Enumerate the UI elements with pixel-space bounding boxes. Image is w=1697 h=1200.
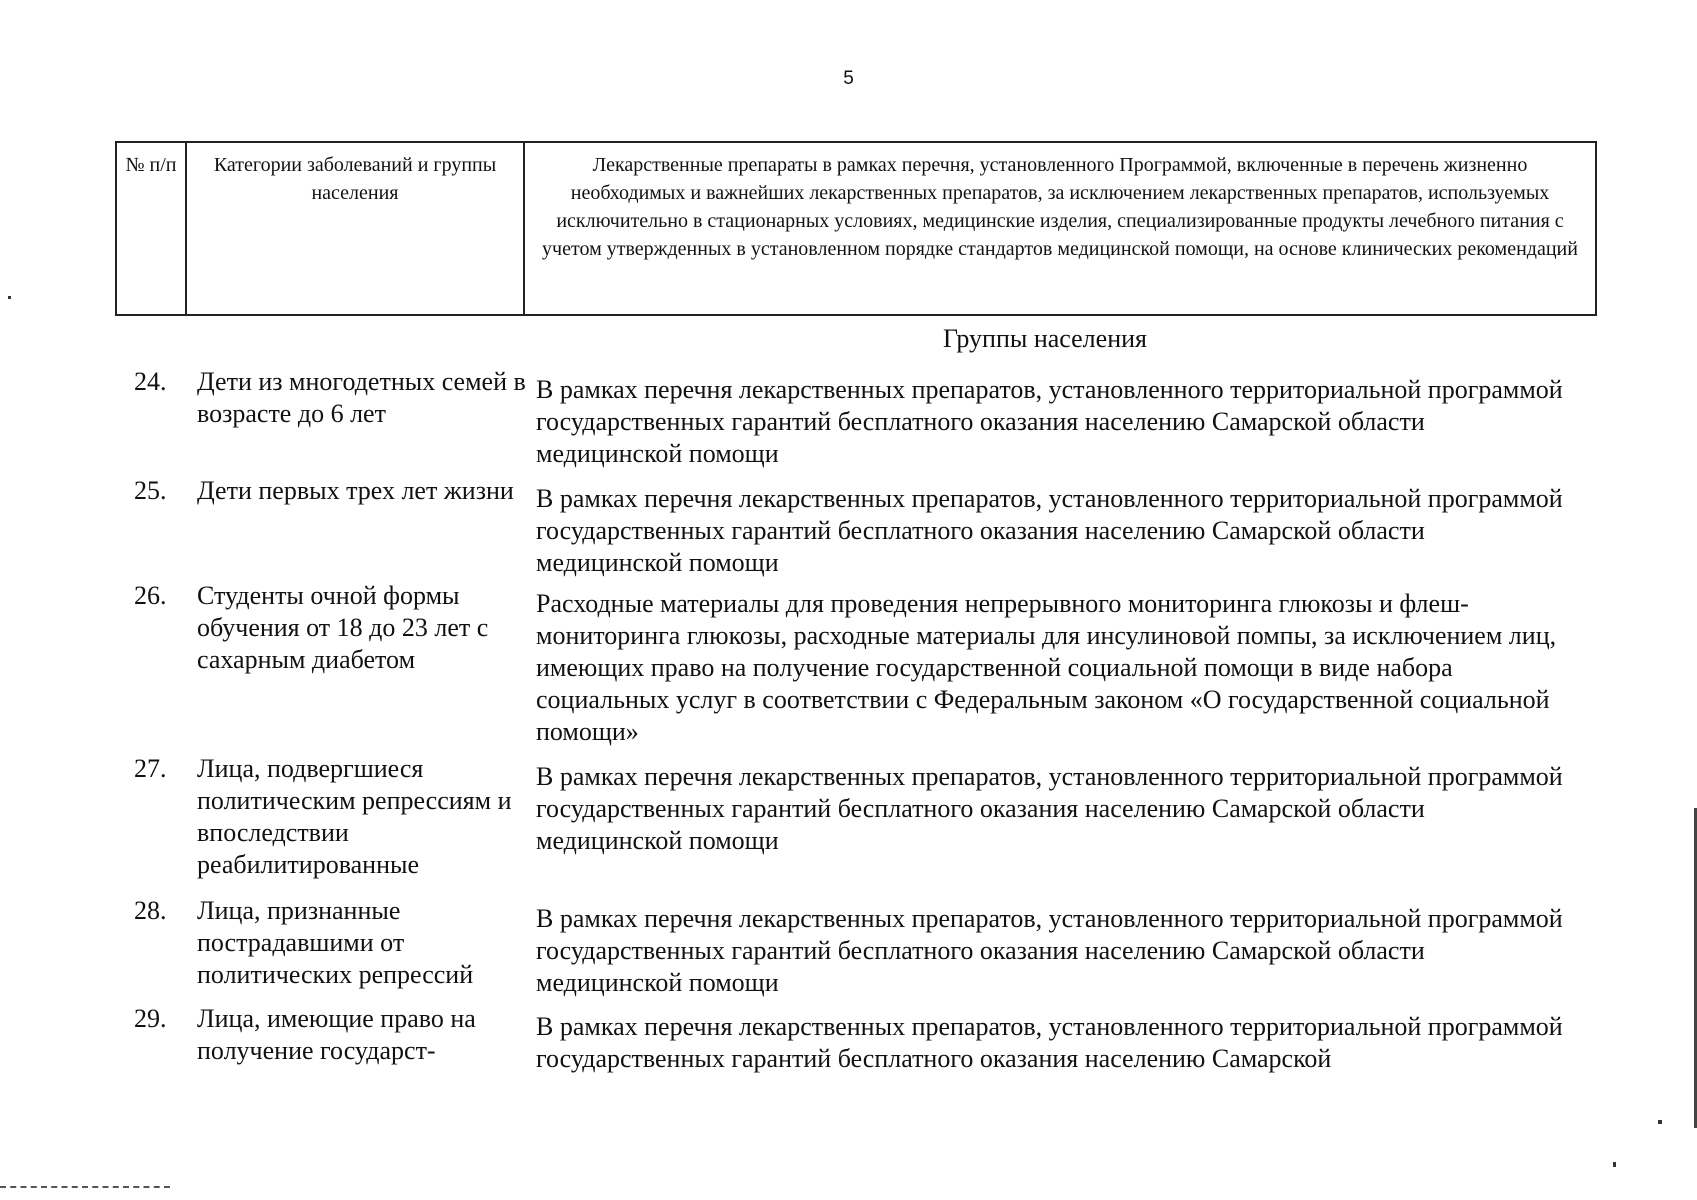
row-category: Дети из многодетных семей в возрасте до 6 лет [197, 367, 526, 428]
scan-speck [1613, 1162, 1616, 1167]
row-description: В рамках перечня лекарственных препаратов, установленного территориальной программой государственных гарантий бесплатного оказания населению Самарской области медицинской помощи [536, 762, 1563, 855]
scan-dash-line [0, 1186, 170, 1188]
row-category: Лица, признанные пострадавшими от политических репрессий [197, 896, 474, 989]
row-number: 25. [134, 476, 167, 505]
row-description: В рамках перечня лекарственных препаратов, установленного территориальной программой государственных гарантий бесплатного оказания населению Самарской области медицинской помощи [536, 375, 1563, 468]
row-description: В рамках перечня лекарственных препаратов, установленного территориальной программой государственных гарантий бесплатного оказания населению Самарской области медицинской помощи [536, 904, 1563, 997]
row-description: В рамках перечня лекарственных препаратов, установленного территориальной программой государственных гарантий бесплатного оказания населению Самарской области медицинской помощи [536, 484, 1563, 577]
header-col-category: Категории заболеваний и группы населения [186, 142, 524, 315]
row-number: 29. [134, 1004, 167, 1033]
row-number: 26. [134, 581, 167, 610]
table-header [115, 141, 1597, 316]
page-number: 5 [843, 68, 854, 89]
row-description: Расходные материалы для проведения непрерывного мониторинга глюкозы и флеш-мониторинга глюкозы, расходные материалы для инсулиновой помпы, за исключением лиц, имеющих право на получение государственной социальной помощи в виде набора социальных услуг в соответствии с Федеральным законом «О государственной социальной помощи» [536, 589, 1557, 746]
row-number: 28. [134, 896, 167, 925]
scan-speck [8, 296, 11, 299]
row-category: Лица, имеющие право на получение государст- [197, 1004, 476, 1065]
row-category: Лица, подвергшиеся политическим репрессиям и впоследствии реабилитированные [197, 754, 512, 879]
section-title: Группы населения [942, 324, 1147, 353]
row-number: 24. [134, 367, 167, 396]
scan-speck [1658, 1120, 1662, 1124]
row-category: Студенты очной формы обучения от 18 до 23 лет с сахарным диабетом [197, 581, 489, 674]
row-description: В рамках перечня лекарственных препаратов, установленного территориальной программой государственных гарантий бесплатного оказания населению Самарской [536, 1012, 1563, 1073]
row-number: 27. [134, 754, 167, 783]
header-col-num: № п/п [116, 142, 186, 315]
row-category: Дети первых трех лет жизни [197, 476, 514, 505]
header-col-drugs: Лекарственные препараты в рамках перечня, установленного Программой, включенные в перечень жизненно необходимых и важнейших лекарственных препаратов, за исключением лекарственных препаратов, используемых исключительно в стационарных условиях, медицинские изделия, специализированные продукты лечебного питания с учетом утвержденных в установленном порядке стандартов медицинской помощи, на основе клинических рекомендаций [524, 142, 1596, 315]
